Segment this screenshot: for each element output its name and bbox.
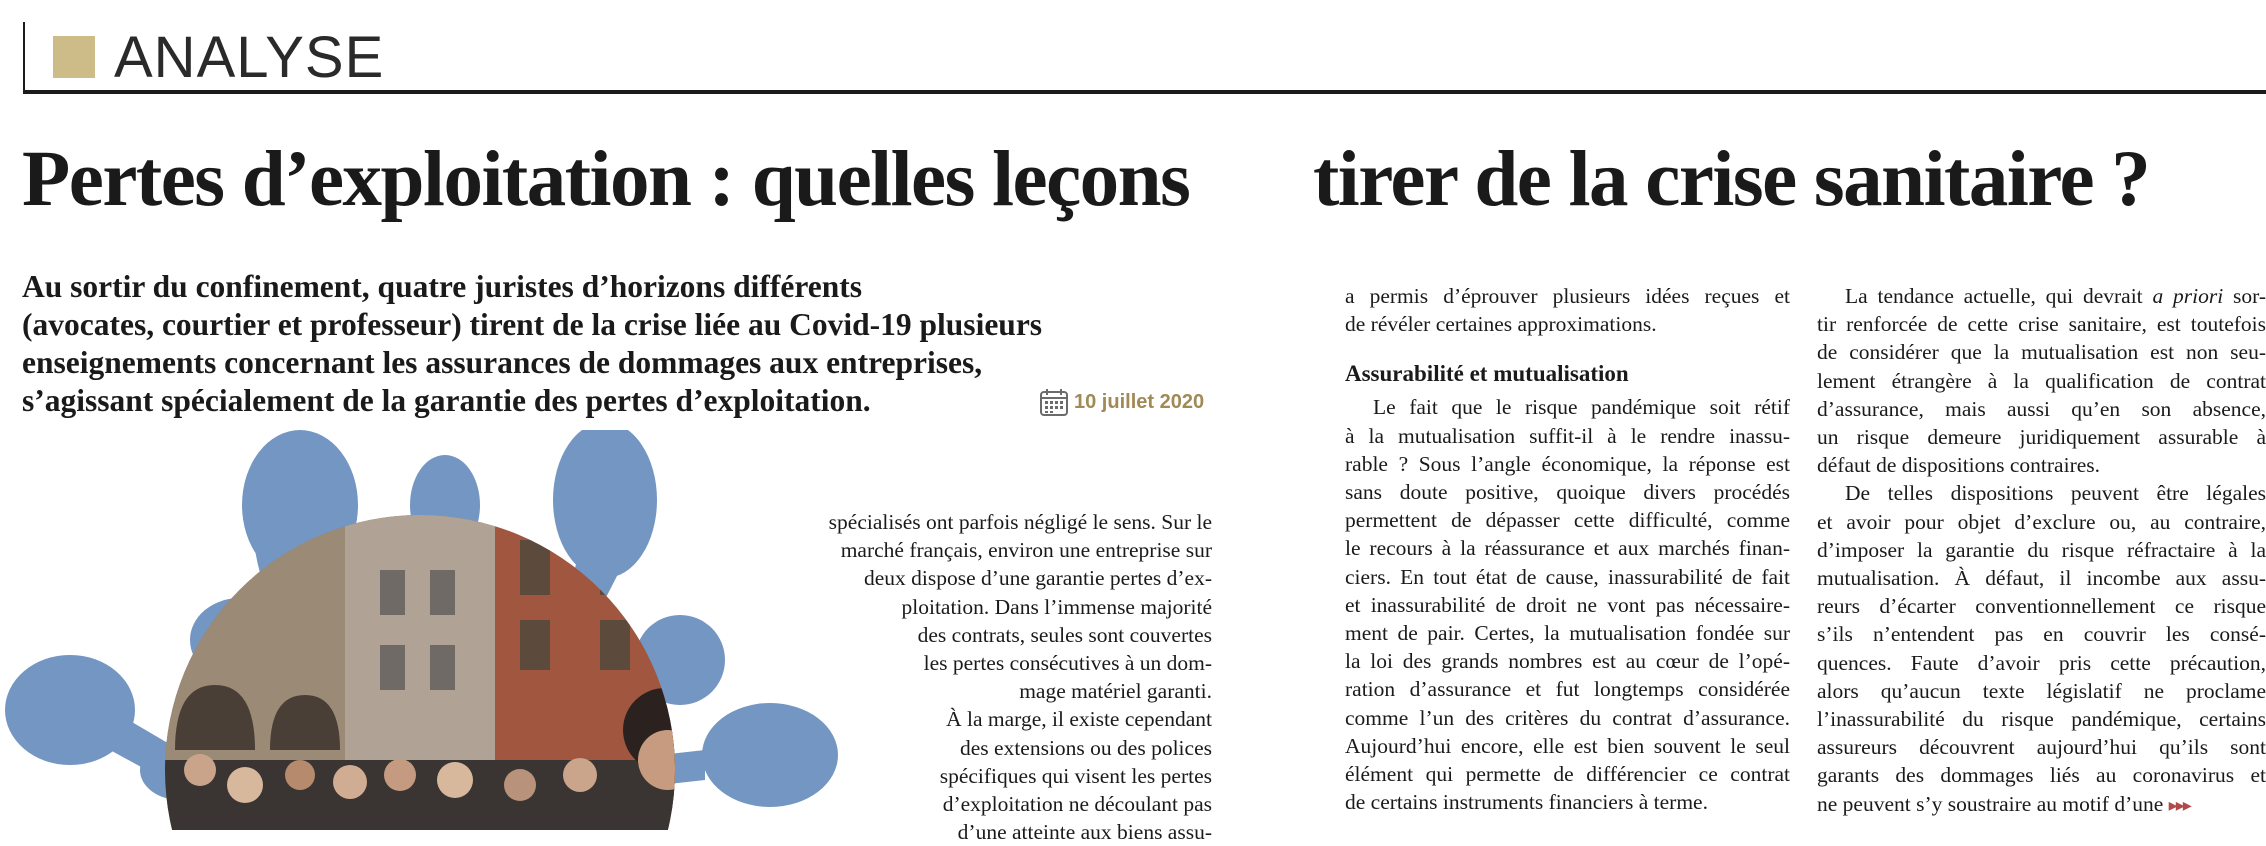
text-line: défaut de dispositions contraires. (1817, 453, 2101, 478)
text-line: des contrats, seules sont couvertes (917, 622, 1212, 647)
text-line: d’une atteinte aux biens assu- (957, 820, 1212, 845)
lead-line: Au sortir du confinement, quatre juristes d’horizons différents (22, 269, 862, 304)
text-line: Le fait que le risque pandémique soit rétif (1373, 395, 1790, 420)
text-line: et inassurabilité de droit ne vont pas nécessaire- (1345, 592, 1790, 617)
continue-arrows-icon: ▸▸▸ (2168, 794, 2190, 815)
text-line: marché français, environ une entreprise sur (840, 538, 1212, 563)
headline-part-1: Pertes d’exploitation : quelles leçons (22, 136, 1190, 223)
text-line: quences. Faute d’avoir pris cette précaution, (1817, 650, 2266, 675)
headline-part-2: tirer de la crise sanitaire ? (1313, 136, 2150, 223)
text-line: les pertes consécutives à un dom- (923, 651, 1212, 676)
text-line: des extensions ou des polices (960, 735, 1212, 760)
text-line: de révéler certaines approximations. (1345, 312, 1657, 337)
text-line: le recours à la réassurance et aux marchés finan- (1345, 536, 1790, 561)
text-line: assureurs découvrent aujourd’hui qu’ils sont (1817, 735, 2266, 760)
date-text: 10 juillet 2020 (1074, 390, 1205, 413)
text-fragment: La tendance actuelle, qui devrait (1845, 284, 2153, 308)
text-line: deux dispose d’une garantie pertes d’ex- (863, 566, 1212, 591)
lead-paragraph (22, 268, 1212, 420)
header-vertical-rule (23, 22, 25, 94)
text-line: De telles dispositions peuvent être légales (1845, 481, 2266, 506)
text-line: d’imposer la garantie du risque réfractaire à la (1817, 537, 2266, 562)
text-line: lement étrangère à la qualification de contrat (1817, 368, 2266, 393)
text-line: ment de pair. Certes, la mutualisation fondée sur (1345, 621, 1790, 646)
text-line: permettent de dépasser cette difficulté, comme (1345, 508, 1790, 533)
section-header (0, 0, 2266, 96)
lead-line: (avocates, courtier et professeur) tirent de la crise liée au Covid-19 plusieurs (22, 307, 1043, 342)
text-line: à la mutualisation suffit-il à le rendre inassu- (1345, 423, 1790, 448)
text-line: tir renforcée de cette crise sanitaire, est toutefois (1817, 312, 2266, 337)
text-line-last (1817, 790, 2266, 819)
text-line: de considérer que la mutualisation est non seu- (1817, 340, 2266, 365)
text-line: et avoir pour objet d’exclure ou, au contraire, (1817, 509, 2266, 534)
text-line: d’assurance, mais aussi qu’en son absence, (1817, 396, 2266, 421)
text-line: garants des dommages liés au coronavirus et (1817, 763, 2266, 788)
text-line: ration d’assurance et fut longtemps considérée (1345, 677, 1790, 702)
text-line: un risque demeure juridiquement assurable à (1817, 425, 2266, 450)
text-line: ciers. En tout état de cause, inassurabilité de fait (1345, 564, 1790, 589)
text-line: d’exploitation ne découlant pas (942, 792, 1212, 817)
text-line: comme l’un des critères du contrat d’assurance. (1345, 705, 1790, 730)
section-square-icon (53, 36, 95, 78)
text-fragment: sor- (2223, 284, 2266, 308)
lead-line: s’agissant spécialement de la garantie des pertes d’exploitation. (22, 383, 871, 418)
text-line: ploitation. Dans l’immense majorité (901, 594, 1212, 619)
text-line: spécialisés ont parfois négligé le sens. Sur le (828, 510, 1212, 534)
publication-date (1038, 385, 1204, 419)
text-line: alors qu’aucun texte législatif ne proclame (1817, 678, 2266, 703)
text-line: a permis d’éprouver plusieurs idées reçues et (1345, 284, 1790, 308)
text-line: À la marge, il existe cependant (946, 707, 1212, 732)
text-line: mutualisation. À défaut, il incombe aux assu- (1817, 566, 2266, 591)
italic-term: a priori (2152, 284, 2224, 308)
text-line: s’ils n’entendent pas en couvrir les consé- (1817, 622, 2266, 647)
text-line: la loi des grands nombres est au cœur de l’opé- (1345, 649, 1790, 674)
lead-line: enseignements concernant les assurances de dommages aux entreprises, (22, 345, 983, 380)
subheading: Assurabilité et mutualisation (1345, 361, 1629, 387)
calendar-icon (1038, 386, 1070, 418)
header-horizontal-rule (23, 90, 2266, 94)
text-line: de certains instruments financiers à terme. (1345, 790, 1708, 815)
section-label: ANALYSE (114, 25, 385, 90)
text-line: mage matériel garanti. (1019, 679, 1212, 704)
text-fragment: ne peuvent s’y soustraire au motif d’une (1817, 791, 2164, 816)
text-line: reurs d’écarter conventionnellement ce risque (1817, 594, 2266, 619)
text-line: élément qui permette de différencier ce contrat (1345, 762, 1790, 787)
text-line: Aujourd’hui encore, elle est bien souvent le seul (1345, 733, 1790, 758)
text-line: l’inassurabilité du risque pandémique, certains (1817, 707, 2266, 732)
text-line: spécifiques qui visent les pertes (939, 763, 1212, 788)
text-column-2 (1345, 282, 1790, 816)
text-column-3 (1817, 282, 2266, 819)
text-line: sans doute positive, quoique divers procédés (1345, 480, 1790, 505)
text-column-1 (700, 508, 1212, 846)
text-line: rable ? Sous l’angle économique, la réponse est (1345, 451, 1790, 476)
text-line (1817, 282, 2266, 310)
